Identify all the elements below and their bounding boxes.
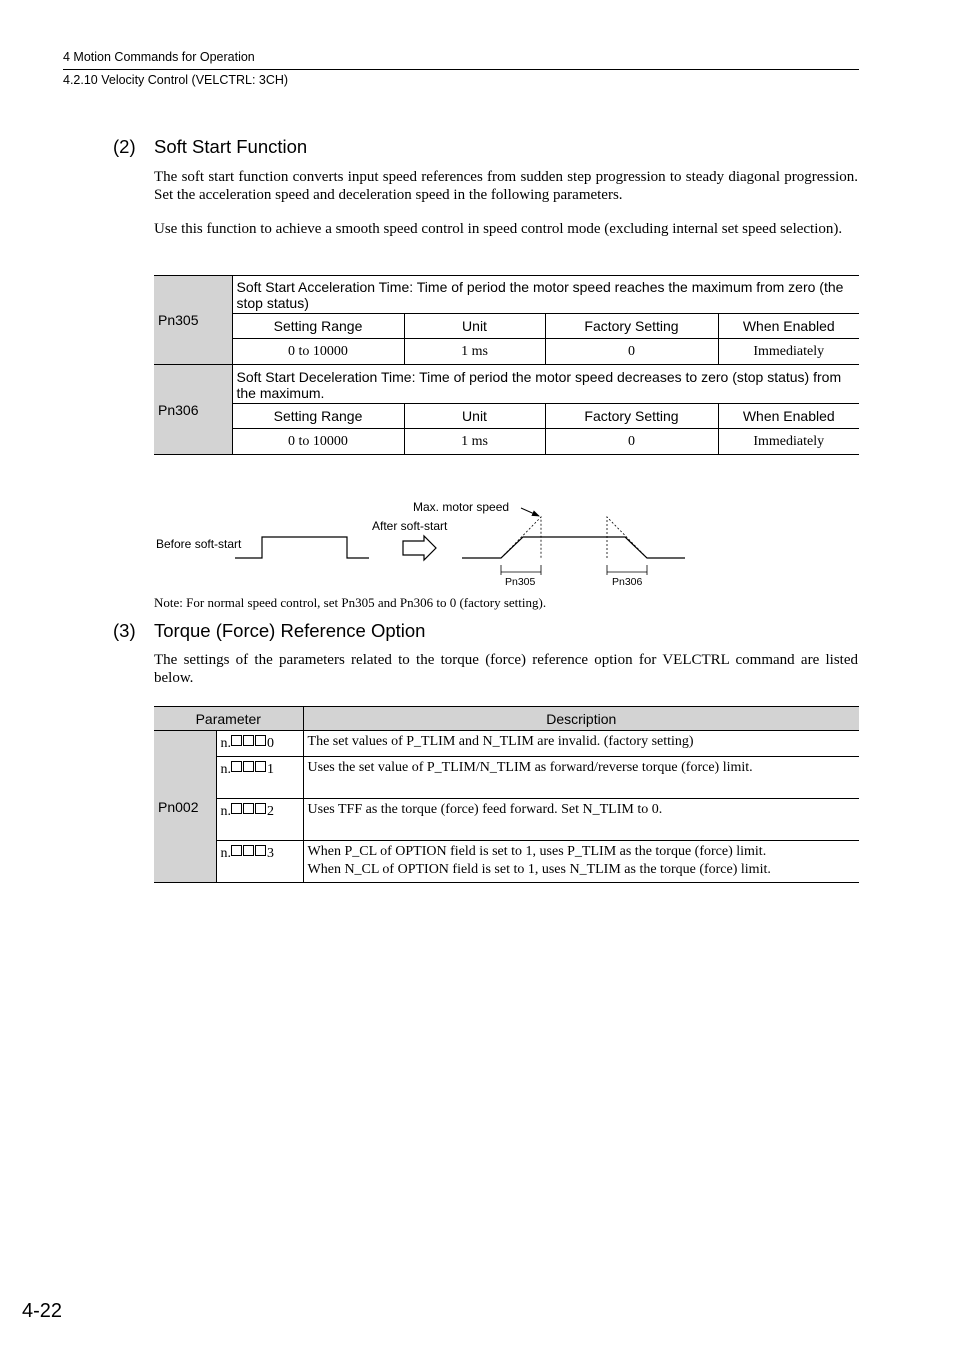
transform-arrow-icon	[403, 536, 436, 560]
soft-start-note: Note: For normal speed control, set Pn305 and Pn306 to 0 (factory setting).	[154, 595, 547, 610]
header-chapter: 4 Motion Commands for Operation	[63, 50, 255, 64]
torque-param-table	[154, 706, 859, 883]
torque-title: Torque (Force) Reference Option	[154, 620, 426, 641]
setting-description: Uses the set value of P_TLIM/N_TLIM as forward/reverse torque (force) limit.	[303, 757, 859, 799]
setting-code: n. 0	[216, 731, 303, 757]
step-waveform	[235, 537, 369, 558]
setting-code: n. 3	[216, 841, 303, 883]
value-unit: 1 ms	[404, 429, 545, 455]
torque-para: The settings of the parameters related to the torque (force) reference option for VELCTRL command are listed below.	[154, 652, 858, 686]
max-speed-pointer	[521, 508, 539, 516]
setting-description: When P_CL of OPTION field is set to 1, uses P_TLIM as the torque (force) limit. When N_CL of OPTION field is set to 1, uses N_TLIM as the torque (force) limit.	[303, 841, 859, 883]
col-description: Description	[303, 707, 859, 731]
value-unit: 1 ms	[404, 339, 545, 365]
col-factory-setting: Factory Setting	[545, 404, 718, 429]
soft-start-diagram	[150, 495, 695, 590]
col-setting-range: Setting Range	[232, 314, 404, 339]
pn306-dimension	[607, 565, 647, 575]
param-id-pn306: Pn306	[154, 365, 232, 455]
value-setting-range: 0 to 10000	[232, 339, 404, 365]
param-id-pn002: Pn002	[154, 731, 216, 883]
value-when-enabled: Immediately	[718, 429, 859, 455]
pn305-dimension	[501, 565, 541, 575]
header-rule	[63, 69, 859, 70]
soft-start-title: Soft Start Function	[154, 136, 308, 157]
before-soft-start-label: Before soft-start	[156, 537, 242, 551]
value-when-enabled: Immediately	[718, 339, 859, 365]
pn306-label: Pn306	[612, 576, 643, 588]
col-unit: Unit	[404, 404, 545, 429]
col-when-enabled: When Enabled	[718, 314, 859, 339]
value-setting-range: 0 to 10000	[232, 429, 404, 455]
ramped-waveform	[462, 537, 685, 558]
col-setting-range: Setting Range	[232, 404, 404, 429]
value-factory-setting: 0	[545, 429, 718, 455]
soft-start-para1: The soft start function converts input speed references from sudden step progression to steady diagonal progression. Set the acceleration speed and deceleration speed in the following parameters.	[154, 169, 858, 203]
after-soft-start-label: After soft-start	[372, 519, 448, 533]
torque-number: (3)	[113, 620, 136, 641]
page-number: 4-22	[22, 1300, 63, 1322]
header-section: 4.2.10 Velocity Control (VELCTRL: 3CH)	[63, 73, 289, 87]
soft-start-param-table	[154, 275, 859, 455]
setting-code: n. 2	[216, 799, 303, 841]
soft-start-number: (2)	[113, 136, 136, 157]
value-factory-setting: 0	[545, 339, 718, 365]
setting-code: n. 1	[216, 757, 303, 799]
setting-description: The set values of P_TLIM and N_TLIM are invalid. (factory setting)	[303, 731, 859, 757]
param-desc-pn305: Soft Start Acceleration Time: Time of period the motor speed reaches the maximum from zero (the stop status)	[232, 276, 859, 314]
col-factory-setting: Factory Setting	[545, 314, 718, 339]
setting-description: Uses TFF as the torque (force) feed forward. Set N_TLIM to 0.	[303, 799, 859, 841]
col-parameter: Parameter	[154, 707, 303, 731]
max-motor-speed-label: Max. motor speed	[413, 500, 510, 514]
col-unit: Unit	[404, 314, 545, 339]
param-desc-pn306: Soft Start Deceleration Time: Time of period the motor speed decreases to zero (stop status) from the maximum.	[232, 365, 859, 404]
pn305-label: Pn305	[505, 576, 536, 588]
soft-start-para2: Use this function to achieve a smooth speed control in speed control mode (excluding internal set speed selection).	[154, 221, 843, 237]
param-id-pn305: Pn305	[154, 276, 232, 365]
col-when-enabled: When Enabled	[718, 404, 859, 429]
